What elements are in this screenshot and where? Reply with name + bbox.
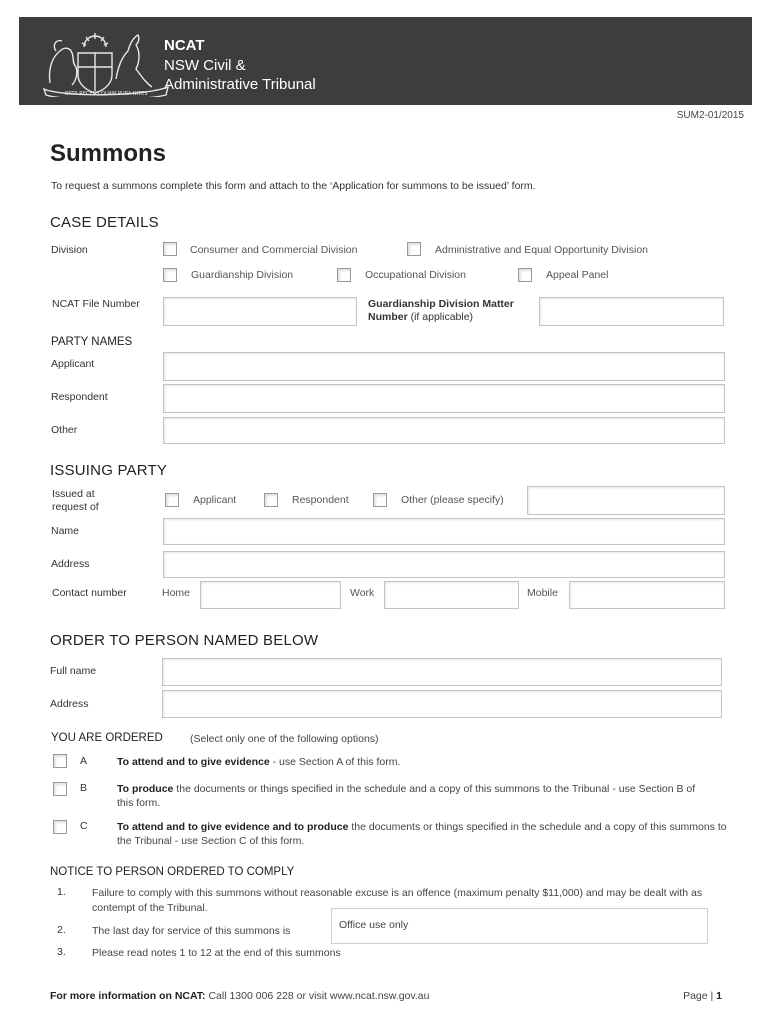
other-label: Other xyxy=(51,424,78,436)
issuing-party-heading: ISSUING PARTY xyxy=(50,462,168,479)
checkbox-administrative-equal-opportunity[interactable] xyxy=(407,242,421,256)
ncat-file-number-field[interactable] xyxy=(163,297,357,326)
intro-text: To request a summons complete this form and attach to the ‘Application for summons to be issued’ form. xyxy=(51,180,536,192)
checkbox-occupational[interactable] xyxy=(337,268,351,282)
notice-item-2-number: 2. xyxy=(57,924,66,936)
applicant-field[interactable] xyxy=(163,352,725,381)
notice-item-2-text: The last day for service of this summons is xyxy=(92,925,291,937)
crest-motto: ORTA RECENS QUAM PURA NITES xyxy=(64,91,148,97)
option-administrative-equal-opportunity: Administrative and Equal Opportunity Division xyxy=(435,244,649,256)
option-guardianship: Guardianship Division xyxy=(191,269,294,281)
issuer-name-label: Name xyxy=(51,525,80,537)
order-option-a-letter: A xyxy=(80,755,88,767)
order-option-c-text: To attend and to give evidence and to produce the documents or things specified in the schedule and a copy of this summons to the Tribunal - use Section C of this form. xyxy=(117,821,727,847)
option-occupational: Occupational Division xyxy=(365,269,466,281)
party-names-heading: PARTY NAMES xyxy=(51,336,133,348)
case-details-heading: CASE DETAILS xyxy=(50,214,159,231)
division-label: Division xyxy=(51,244,88,256)
page-title: Summons xyxy=(50,140,167,167)
mobile-phone-label: Mobile xyxy=(527,587,558,599)
work-phone-label: Work xyxy=(350,587,375,599)
respondent-field[interactable] xyxy=(163,384,725,413)
full-name-field[interactable] xyxy=(162,658,722,686)
checkbox-order-a[interactable] xyxy=(53,754,67,768)
header-banner xyxy=(19,17,752,105)
home-phone-label: Home xyxy=(162,587,191,599)
order-option-a-text: To attend and to give evidence - use Section A of this form. xyxy=(117,756,401,768)
notice-item-1-text: Failure to comply with this summons without reasonable excuse is an offence (maximum penalty $11,000) and may be dealt with as contempt of the Tribunal. xyxy=(92,887,703,914)
office-use-only-box xyxy=(331,908,708,944)
checkbox-order-c[interactable] xyxy=(53,820,67,834)
checkbox-appeal-panel[interactable] xyxy=(518,268,532,282)
notice-heading: NOTICE TO PERSON ORDERED TO COMPLY xyxy=(50,866,295,878)
org-short-name: NCAT xyxy=(164,37,205,54)
work-phone-field[interactable] xyxy=(384,581,519,609)
full-name-label: Full name xyxy=(50,665,97,677)
checkbox-guardianship[interactable] xyxy=(163,268,177,282)
other-field[interactable] xyxy=(163,417,725,444)
option-appeal-panel: Appeal Panel xyxy=(546,269,609,281)
home-phone-field[interactable] xyxy=(200,581,341,609)
mobile-phone-field[interactable] xyxy=(569,581,725,609)
order-address-field[interactable] xyxy=(162,690,722,718)
issuer-name-field[interactable] xyxy=(163,518,725,545)
order-heading: ORDER TO PERSON NAMED BELOW xyxy=(50,632,319,649)
form-code: SUM2-01/2015 xyxy=(676,110,744,121)
issuer-other-specify-field[interactable] xyxy=(527,486,725,515)
notice-item-3-number: 3. xyxy=(57,946,66,958)
you-are-ordered-note: (Select only one of the following options) xyxy=(190,733,379,745)
order-address-label: Address xyxy=(50,698,89,710)
page-number: Page | 1 xyxy=(683,990,722,1002)
ncat-file-number-label: NCAT File Number xyxy=(52,298,140,310)
you-are-ordered-heading: YOU ARE ORDERED xyxy=(51,732,163,744)
option-consumer-commercial: Consumer and Commercial Division xyxy=(190,244,358,256)
respondent-label: Respondent xyxy=(51,391,108,403)
footer-info: For more information on NCAT: Call 1300 006 228 or visit www.ncat.nsw.gov.au xyxy=(50,990,430,1002)
org-name-line2: NSW Civil & xyxy=(164,57,246,74)
notice-item-1-number: 1. xyxy=(57,886,66,898)
issuer-address-field[interactable] xyxy=(163,551,725,578)
checkbox-consumer-commercial[interactable] xyxy=(163,242,177,256)
option-issuer-respondent: Respondent xyxy=(292,494,349,506)
checkbox-issuer-respondent[interactable] xyxy=(264,493,278,507)
guardianship-matter-number-field[interactable] xyxy=(539,297,724,326)
issued-at-request-label: Issued at request of xyxy=(52,488,99,513)
applicant-label: Applicant xyxy=(51,358,95,370)
checkbox-issuer-applicant[interactable] xyxy=(165,493,179,507)
order-option-b-text: To produce the documents or things specified in the schedule and a copy of this summons to the Tribunal - use Section B of this form. xyxy=(117,783,696,809)
issuer-address-label: Address xyxy=(51,558,90,570)
office-use-only-label: Office use only xyxy=(339,919,409,931)
contact-number-label: Contact number xyxy=(52,587,127,599)
option-issuer-applicant: Applicant xyxy=(193,494,237,506)
option-issuer-other: Other (please specify) xyxy=(401,494,504,506)
guardianship-matter-label: Guardianship Division Matter Number (if applicable) xyxy=(368,298,514,323)
checkbox-order-b[interactable] xyxy=(53,782,67,796)
checkbox-issuer-other[interactable] xyxy=(373,493,387,507)
order-option-c-letter: C xyxy=(80,820,88,832)
order-option-b-letter: B xyxy=(80,782,88,794)
org-name-line3: Administrative Tribunal xyxy=(164,76,316,93)
nsw-crest-logo xyxy=(42,27,172,97)
notice-item-3-text: Please read notes 1 to 12 at the end of this summons xyxy=(92,947,341,959)
